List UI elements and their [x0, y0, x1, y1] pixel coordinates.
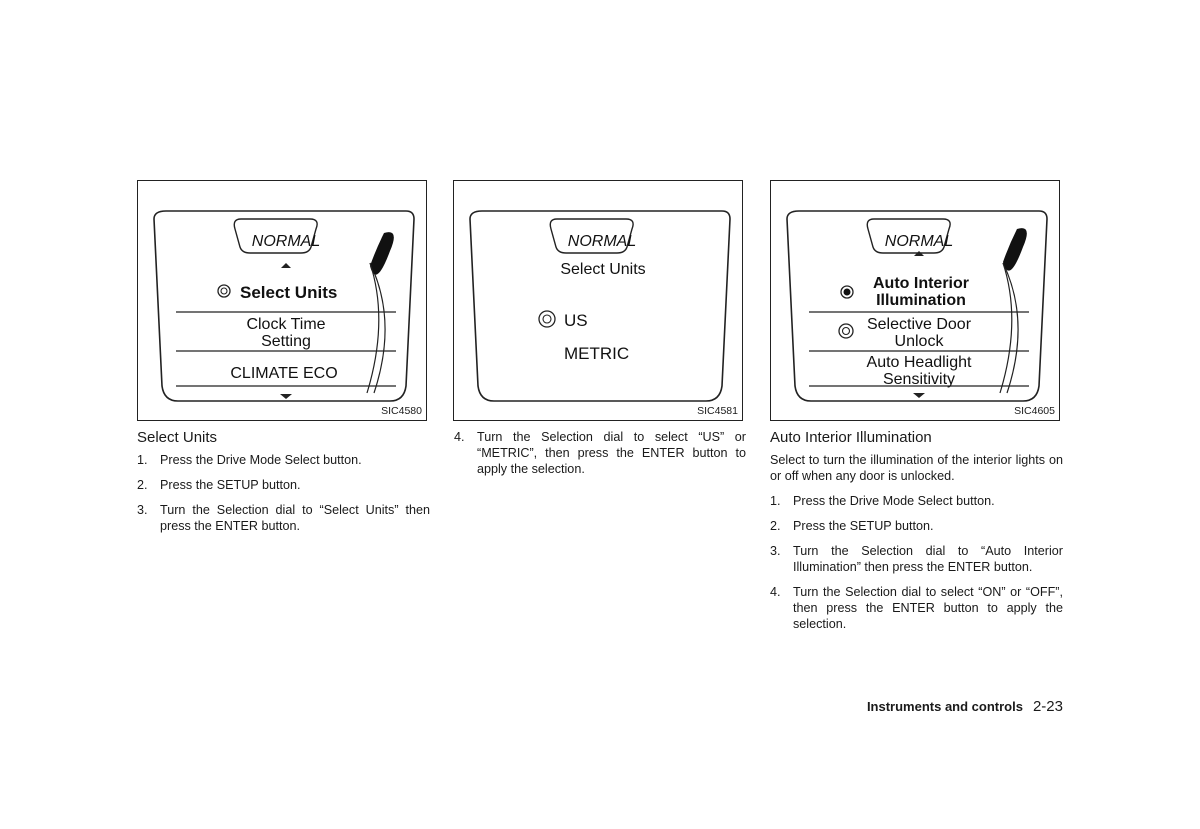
- menu-item-selected: Select Units: [240, 283, 338, 302]
- footer-section-title: Instruments and controls: [866, 699, 1023, 714]
- figure-select-units-menu: [137, 180, 427, 421]
- menu-item-climate-eco: CLIMATE ECO: [230, 365, 338, 382]
- scroll-thumb: [370, 232, 394, 275]
- figure-select-units-options: [453, 180, 743, 421]
- menu-item-selected-line1: Auto Interior: [873, 275, 969, 292]
- menu-item-clock-line2: Setting: [261, 333, 311, 350]
- page-number: 2-23: [1032, 698, 1063, 715]
- option-us: US: [564, 311, 588, 330]
- display-screen-3: [771, 181, 1061, 422]
- menu-item-selected-line2: Illumination: [876, 292, 966, 309]
- step-item: 1. Press the Drive Mode Select button.: [137, 453, 362, 467]
- step-item: 1. Press the Drive Mode Select button.: [770, 494, 995, 508]
- menu-item-clock-line1: Clock Time: [246, 316, 326, 333]
- menu-item-door-line1: Selective Door: [866, 316, 972, 333]
- step-item: 3. Turn the Selection dial to “Select Units” then press the ENTER button.: [137, 503, 430, 533]
- column-auto-interior: [770, 429, 1063, 641]
- section-heading: Auto Interior Illumination: [770, 429, 932, 446]
- scroll-thumb: [1003, 228, 1027, 271]
- step-item: 2. Press the SETUP button.: [770, 519, 934, 533]
- radio-icon: [839, 324, 853, 338]
- step-item: 3. Turn the Selection dial to “Auto Interior Illumination” then press the ENTER button.: [770, 544, 1063, 574]
- menu-item-headlight-line2: Sensitivity: [882, 371, 956, 388]
- scroll-down-icon: [913, 393, 925, 398]
- display-screen-1: [138, 181, 428, 422]
- mode-label: NORMAL: [567, 233, 637, 250]
- section-intro: Select to turn the illumination of the interior lights on or off when any door is unlocked.: [770, 453, 1063, 483]
- mode-label: NORMAL: [251, 233, 321, 250]
- figure-auto-interior-menu: [770, 180, 1060, 421]
- step-item: 4. Turn the Selection dial to select “ON” or “OFF”, then press the ENTER button to apply the selection.: [770, 585, 1063, 631]
- mode-label: NORMAL: [884, 233, 954, 250]
- figure-code: SIC4580: [381, 405, 422, 417]
- section-heading: Select Units: [137, 429, 218, 446]
- column-select-units: [137, 429, 430, 543]
- menu-item-door-line2: Unlock: [894, 333, 944, 350]
- step-item: 4. Turn the Selection dial to select “US” or “METRIC”, then press the ENTER button to apply the selection.: [454, 430, 746, 476]
- screen-title: Select Units: [560, 261, 646, 278]
- radio-selected-icon: [218, 285, 230, 297]
- scroll-up-icon: [281, 263, 291, 268]
- step-item: 2. Press the SETUP button.: [137, 478, 301, 492]
- radio-selected-icon: [539, 311, 555, 327]
- column-select-units-cont: [454, 429, 746, 486]
- page-footer: [867, 698, 1063, 715]
- option-metric: METRIC: [564, 344, 630, 363]
- scroll-down-icon: [280, 394, 292, 399]
- figure-code: SIC4605: [1014, 405, 1055, 417]
- menu-item-headlight-line1: Auto Headlight: [866, 354, 972, 371]
- display-screen-2: [454, 181, 744, 422]
- figure-code: SIC4581: [697, 405, 738, 417]
